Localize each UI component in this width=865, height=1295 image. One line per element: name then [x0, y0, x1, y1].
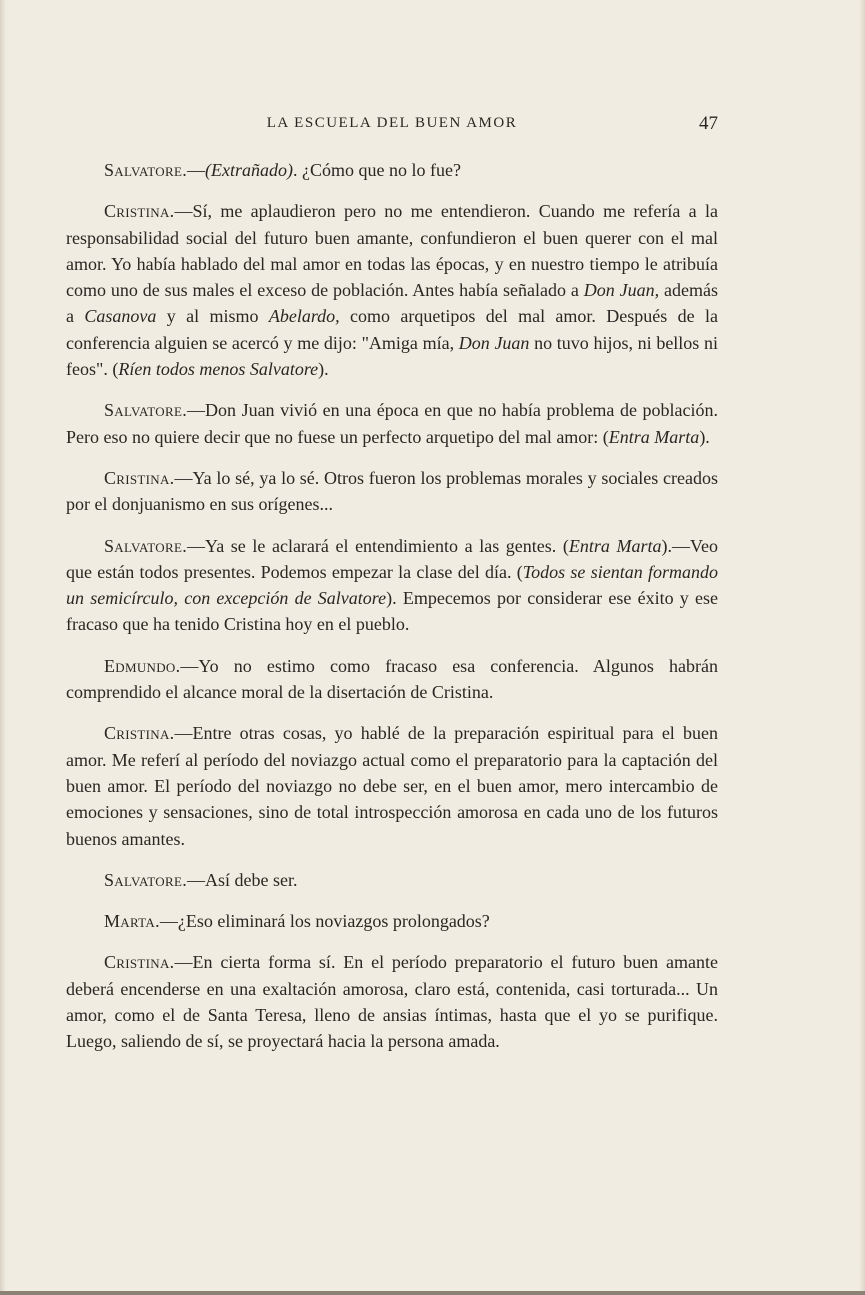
stage-direction-text: Entra Marta: [568, 535, 662, 556]
speaker-name: Cristina.: [104, 467, 175, 488]
page-left-edge: [0, 0, 6, 1295]
dialogue-line-text: —Sí, me aplaudieron pero no me entendieron. Cuando me refería a la responsabilidad social del futuro buen amante, confundieron el buen querer con el mal amor. Yo había hablado del mal amor en todas las épocas, y en nuestro tiempo le atribuía como uno de sus males el exceso de población. Antes había señalado a: [66, 201, 718, 301]
stage-direction-text: Ríen todos menos Salvatore: [118, 359, 319, 380]
dialogue-paragraph: [66, 198, 718, 382]
dialogue-paragraph: [66, 465, 718, 518]
stage-direction-text: (Extrañado): [205, 160, 293, 180]
dialogue-line-text: —Ya lo sé, ya lo sé. Otros fueron los problemas morales y sociales creados por el donjuanismo en sus orígenes...: [66, 467, 718, 515]
speaker-name: Salvatore.: [104, 869, 188, 890]
dialogue-paragraph: [66, 653, 718, 706]
dialogue-line-text: además a: [66, 280, 718, 327]
page-bottom-edge: [0, 1291, 865, 1295]
dialogue-line-text: —: [187, 160, 206, 180]
stage-direction-text: Entra Marta: [608, 426, 700, 447]
dialogue-line-text: ). Empecemos por considerar ese éxito y ese fracaso que ha tenido Cristina hoy en el pueblo.: [66, 588, 718, 635]
dialogue-line-text: ).: [318, 359, 329, 380]
dialogue-paragraph: [66, 397, 718, 450]
page-number: 47: [699, 113, 718, 134]
speaker-name: Salvatore.: [104, 400, 188, 421]
stage-direction-text: Casanova: [84, 306, 157, 327]
dialogue-text: [66, 157, 718, 1070]
speaker-name: Edmundo.: [104, 655, 181, 676]
speaker-name: Cristina.: [104, 952, 175, 973]
dialogue-line-text: y al mismo: [156, 306, 269, 327]
stage-direction-text: Don Juan: [458, 332, 530, 353]
dialogue-line-text: —Así debe ser.: [187, 869, 298, 890]
speaker-name: Cristina.: [104, 723, 175, 744]
speaker-name: Salvatore.: [104, 535, 188, 556]
page-header: [66, 113, 718, 139]
dialogue-line-text: —¿Eso eliminará los noviazgos prolongados?: [159, 911, 490, 932]
dialogue-line-text: —Don Juan vivió en una época en que no había problema de población. Pero eso no quiere decir que no fuese un perfecto arquetipo del mal amor: (: [66, 400, 718, 447]
dialogue-line-text: no tuvo hijos, ni bellos ni feos". (: [66, 332, 718, 380]
dialogue-line-text: —Entre otras cosas, yo hablé de la preparación espiritual para el buen amor. Me referí al período del noviazgo actual como el preparatorio para la captación del buen amor. El período del noviazgo no debe ser, en el buen amor, mero intercambio de emociones y sensaciones, sino de total introspección amorosa en cada uno de los futuros buenos amantes.: [66, 723, 718, 849]
dialogue-line-text: —En cierta forma sí. En el período preparatorio el futuro buen amante deberá encenderse en una exaltación amorosa, claro está, contenida, casi torturada... Un amor, como el de Santa Teresa, lleno de ansias íntimas, hasta que el yo se purifique. Luego, saliendo de sí, se proyectará hacia la persona amada.: [66, 952, 718, 1052]
dialogue-paragraph: [66, 949, 718, 1054]
dialogue-line-text: —Ya se le aclarará el entendimiento a las gentes. (: [187, 535, 569, 556]
speaker-name: Salvatore.: [104, 160, 188, 180]
dialogue-paragraph: [66, 720, 718, 851]
dialogue-line-text: como arquetipos del mal amor. Después de la conferencia alguien se acercó y me dijo: "Amiga mía,: [66, 306, 718, 353]
speaker-name: Marta.: [104, 911, 160, 932]
dialogue-paragraph: [66, 533, 718, 638]
dialogue-paragraph: [66, 157, 718, 183]
dialogue-paragraph: [66, 908, 718, 934]
stage-direction-text: Abelardo,: [268, 306, 340, 327]
stage-direction-text: Todos se sientan formando un semicírculo, con excepción de Salvatore: [66, 561, 718, 609]
dialogue-line-text: . ¿Cómo que no lo fue?: [293, 160, 461, 180]
dialogue-line-text: —Yo no estimo como fracaso esa conferencia. Algunos habrán comprendido el alcance moral de la disertación de Cristina.: [66, 655, 718, 703]
dialogue-line-text: ).: [699, 426, 710, 447]
running-head: LA ESCUELA DEL BUEN AMOR: [266, 115, 518, 131]
page-right-edge: [859, 0, 865, 1295]
speaker-name: Cristina.: [104, 201, 175, 222]
dialogue-paragraph: [66, 867, 718, 893]
dialogue-line-text: ).—Veo que están todos presentes. Podemos empezar la clase del día. (: [66, 535, 718, 582]
stage-direction-text: Don Juan,: [583, 280, 660, 301]
